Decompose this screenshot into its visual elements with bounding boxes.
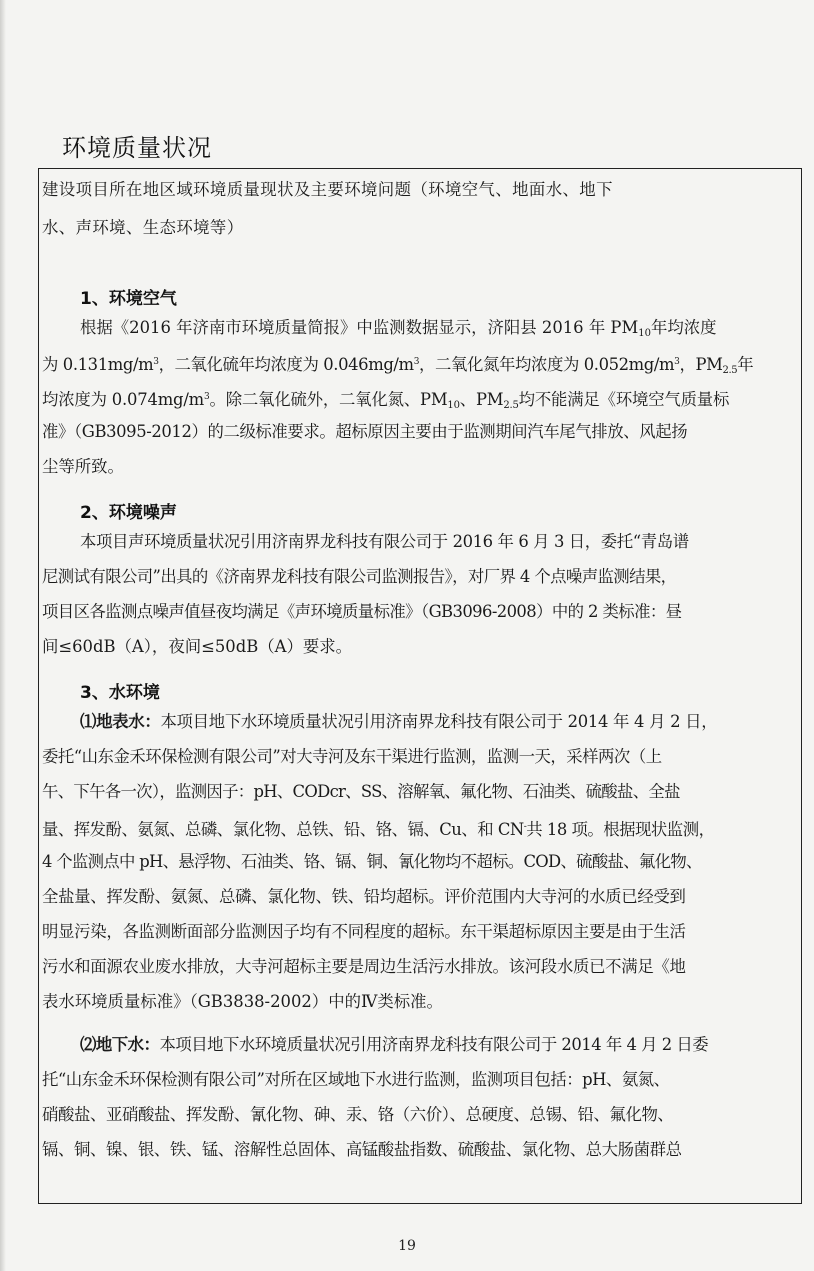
page-number: 19 <box>398 1238 416 1254</box>
noise-line-2: 尼测试有限公司”出具的《济南界龙科技有限公司监测报告》，对厂界 4 个点噪声监测结果， <box>42 567 677 586</box>
ground-water-line-3: 硝酸盐、亚硝酸盐、挥发酚、氰化物、砷、汞、铬（六价）、总硬度、总锡、铅、氟化物、 <box>42 1105 674 1124</box>
air-line-1: 根据《2016 年济南市环境质量简报》中监测数据显示，济阳县 2016 年 $PM_{10}$年均浓度 <box>80 318 717 339</box>
frame-heading-line-1: 建设项目所在地区域环境质量现状及主要环境问题（环境空气、地面水、地下 <box>42 180 613 199</box>
frame-heading <box>42 180 797 256</box>
section-title: 环境质量状况 <box>62 134 212 162</box>
ground-water-line-4: 镉、铜、镍、银、铁、锰、溶解性总固体、高锰酸盐指数、硫酸盐、氯化物、总大肠菌群总 <box>42 1140 682 1159</box>
page-binding-edge <box>0 0 6 1271</box>
air-line-5: 尘等所致。 <box>42 457 124 476</box>
noise-line-4: 间≤60dB（A），夜间≤50dB（A）要求。 <box>42 637 353 656</box>
air-line-3: 均浓度为 $0.074mg/m^3$。除二氧化硫外，二氧化氮、$PM_{10}$、$PM_{2.5}$均不能满足《环境空气质量标 <box>42 390 730 411</box>
frame-heading-line-2: 水、声环境、生态环境等） <box>42 218 244 237</box>
air-line-4: 准》（GB3095-2012）的二级标准要求。超标原因主要由于监测期间汽车尾气排放、风起扬 <box>42 422 688 441</box>
surface-water-line-9: 表水环境质量标准》（GB3838-2002）中的Ⅳ类标准。 <box>42 992 443 1011</box>
ground-water-line-2: 托“山东金禾环保检测有限公司”对所在区域地下水进行监测，监测项目包括：pH、氨氮、 <box>42 1070 670 1089</box>
surface-water-line-4: 量、挥发酚、氨氮、总磷、氯化物、总铁、铅、铬、镉、Cu、和 CN-共 18 项。根据现状监测， <box>42 820 715 839</box>
surface-water-line-1: ⑴地表水：本项目地下水环境质量状况引用济南界龙科技有限公司于 2014 年 4 月 2 日， <box>80 712 718 731</box>
surface-water-line-5: 4 个监测点中 pH、悬浮物、石油类、铬、镉、铜、氰化物均不超标。COD、硫酸盐、氟化物、 <box>42 852 702 871</box>
surface-water-line-8: 污水和面源农业废水排放，大寺河超标主要是周边生活污水排放。该河段水质已不满足《地 <box>42 957 686 976</box>
air-heading: 1、环境空气 <box>80 289 177 309</box>
surface-water-line-2: 委托“山东金禾环保检测有限公司”对大寺河及东干渠进行监测，监测一天，采样两次（上 <box>42 747 662 766</box>
water-heading: 3、水环境 <box>80 683 160 703</box>
noise-line-1: 本项目声环境质量状况引用济南界龙科技有限公司于 2016 年 6 月 3 日，委托“青岛谱 <box>80 532 689 551</box>
surface-water-line-6: 全盐量、挥发酚、氨氮、总磷、氯化物、铁、铅均超标。评价范围内大寺河的水质已经受到 <box>42 887 686 906</box>
ground-water-line-1: ⑵地下水：本项目地下水环境质量状况引用济南界龙科技有限公司于 2014 年 4 月 2 日委 <box>80 1035 709 1054</box>
noise-heading: 2、环境噪声 <box>80 503 177 523</box>
surface-water-line-7: 明显污染，各监测断面部分监测因子均有不同程度的超标。东干渠超标原因主要是由于生活 <box>42 922 686 941</box>
air-line-2: 为 $0.131mg/m^3$，二氧化硫年均浓度为 $0.046mg/m^3$，二氧化氮年均浓度为 $0.052mg/m^3$，$PM_{2.5}$年 <box>42 355 754 376</box>
surface-water-line-3: 午、下午各一次），监测因子：pH、CODcr、SS、溶解氧、氟化物、石油类、硫酸盐、全盐 <box>42 782 680 801</box>
noise-line-3: 项目区各监测点噪声值昼夜均满足《声环境质量标准》（GB3096-2008）中的 2 类标准：昼 <box>42 602 682 621</box>
